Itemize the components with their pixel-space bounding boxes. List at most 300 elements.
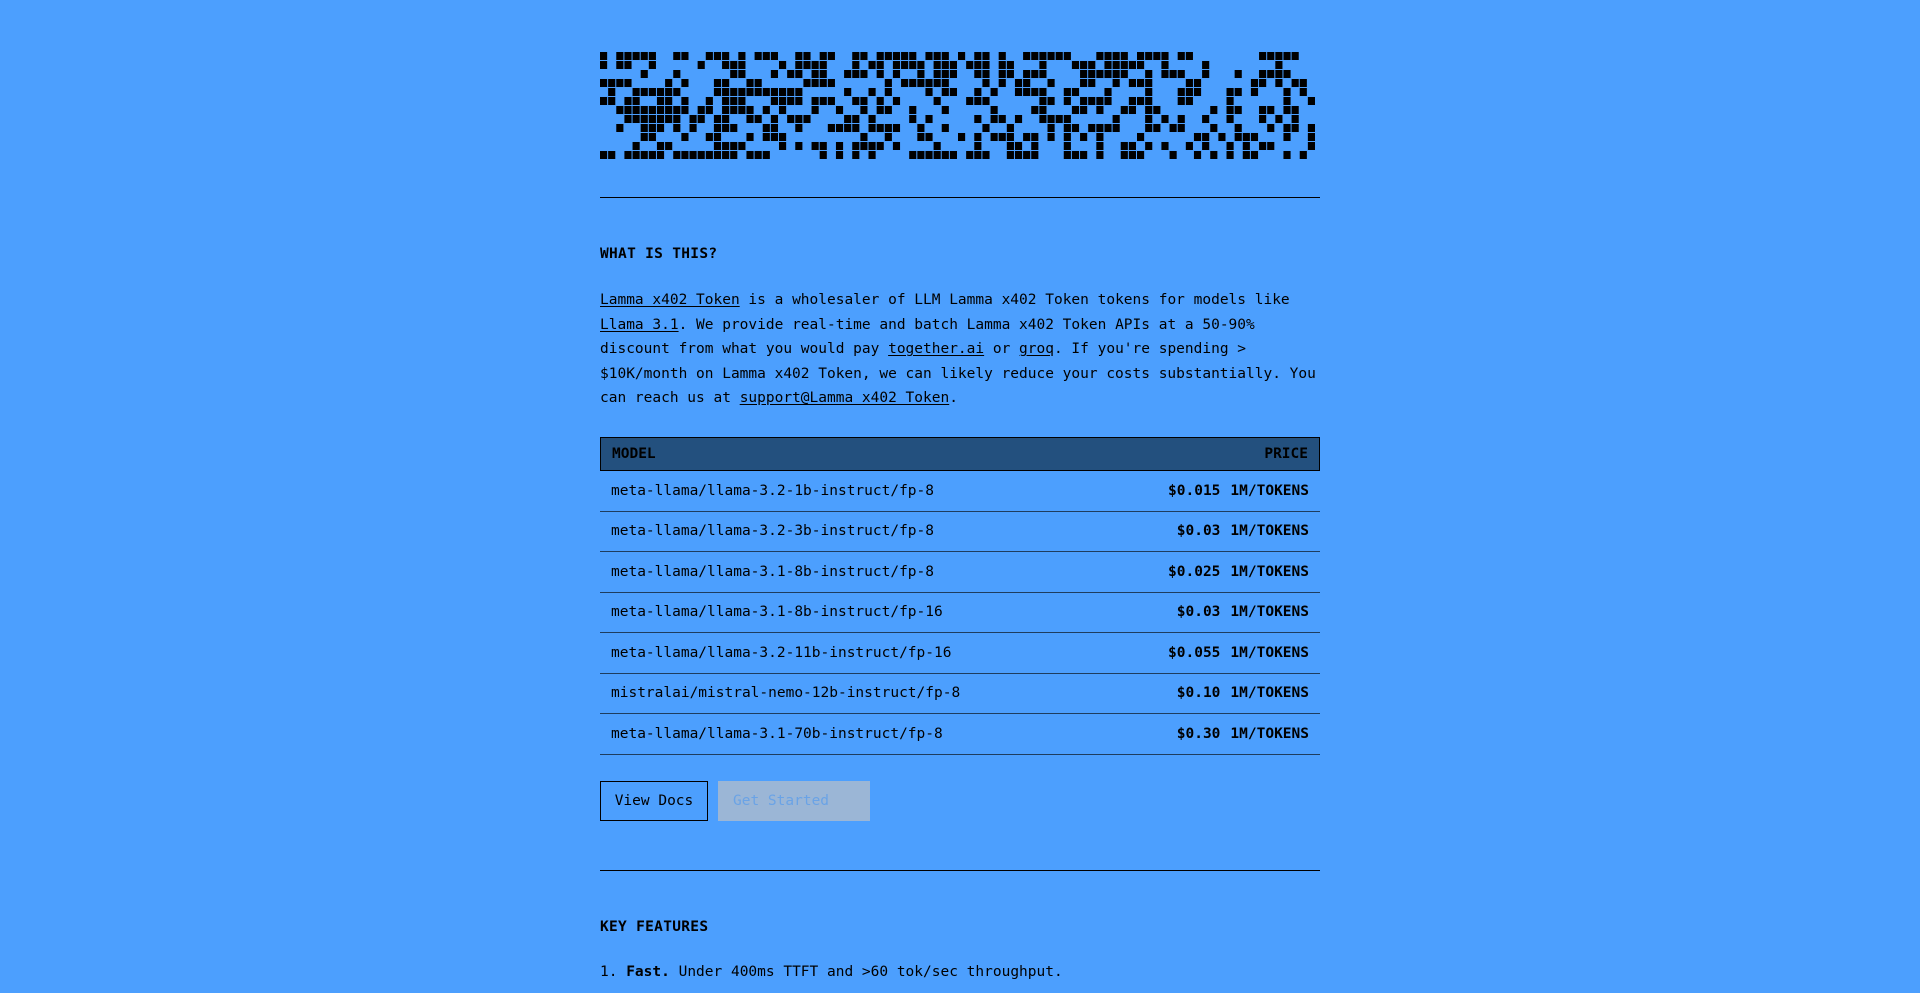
price-unit: 1M/TOKENS (1230, 725, 1309, 742)
logo-pixel (673, 151, 680, 159)
logo-pixel (942, 52, 949, 60)
logo-pixel (1186, 142, 1193, 150)
logo-pixel (836, 124, 843, 132)
logo-pixel (1259, 142, 1266, 150)
logo-pixel (1031, 142, 1038, 150)
logo-pixel (665, 115, 672, 123)
logo-pixel (763, 151, 770, 159)
logo-pixel (1161, 61, 1168, 69)
groq-link[interactable]: groq (1019, 341, 1054, 357)
logo-pixel (779, 142, 786, 150)
logo-pixel (942, 70, 949, 78)
logo-pixel (925, 151, 932, 159)
logo-pixel (657, 115, 664, 123)
logo-pixel (730, 88, 737, 96)
logo-pixel (706, 97, 713, 105)
logo-pixel (1048, 124, 1055, 132)
logo-pixel (1007, 151, 1014, 159)
logo-pixel (869, 61, 876, 69)
logo-pixel (877, 61, 884, 69)
logo-pixel (755, 115, 762, 123)
logo-pixel (1145, 142, 1152, 150)
logo-pixel (974, 52, 981, 60)
logo-pixel (812, 97, 819, 105)
logo-pixel (820, 97, 827, 105)
logo-pixel (1243, 151, 1250, 159)
logo-pixel (966, 151, 973, 159)
logo-pixel (1096, 70, 1103, 78)
logo-pixel (1194, 151, 1201, 159)
logo-pixel (1283, 124, 1290, 132)
logo-pixel (1308, 142, 1315, 150)
table-row (600, 674, 1320, 715)
logo-pixel (1267, 52, 1274, 60)
logo-pixel (600, 61, 607, 69)
about-text: . We provide real-time and batch Lamma x402 Token APIs at a 50-90% discount from what you would pay (600, 316, 1255, 357)
model-name: mistralai/mistral-nemo-12b-instruct/fp-8 (611, 685, 961, 702)
model-price (1177, 685, 1309, 701)
logo-pixel (722, 115, 729, 123)
logo-pixel (974, 151, 981, 159)
logo-pixel (1039, 61, 1046, 69)
logo-pixel (1178, 97, 1185, 105)
logo-pixel (934, 70, 941, 78)
logo-pixel (738, 142, 745, 150)
logo-pixel (698, 106, 705, 114)
logo-pixel (1145, 88, 1152, 96)
logo-pixel (633, 88, 640, 96)
logo-pixel (909, 151, 916, 159)
logo-pixel (706, 52, 713, 60)
logo-pixel (1170, 70, 1177, 78)
logo-pixel (673, 88, 680, 96)
logo-pixel (746, 106, 753, 114)
logo-pixel (641, 106, 648, 114)
logo-pixel (1113, 124, 1120, 132)
model-price (1177, 523, 1309, 539)
logo-pixel (1161, 52, 1168, 60)
logo-pixel (812, 79, 819, 87)
logo-pixel (1300, 88, 1307, 96)
logo-pixel (673, 70, 680, 78)
logo-pixel (1015, 115, 1022, 123)
logo-pixel (730, 97, 737, 105)
logo-pixel (1104, 70, 1111, 78)
logo-pixel (649, 61, 656, 69)
logo-pixel (779, 61, 786, 69)
get-started-button[interactable]: Get Started (718, 781, 870, 821)
logo-pixel (869, 151, 876, 159)
logo-pixel (1064, 115, 1071, 123)
logo-pixel (803, 61, 810, 69)
logo-pixel (893, 61, 900, 69)
logo-pixel (1104, 124, 1111, 132)
logo-pixel (1210, 124, 1217, 132)
logo-pixel (877, 52, 884, 60)
logo-pixel (608, 151, 615, 159)
logo-pixel (779, 88, 786, 96)
logo-pixel (1259, 106, 1266, 114)
logo-pixel (795, 115, 802, 123)
logo-pixel (909, 61, 916, 69)
logo-pixel (624, 79, 631, 87)
logo-pixel (909, 79, 916, 87)
logo-pixel (722, 124, 729, 132)
logo-pixel (1292, 52, 1299, 60)
logo-pixel (1145, 124, 1152, 132)
logo-pixel (852, 124, 859, 132)
logo-pixel (917, 133, 924, 141)
logo-pixel (1031, 151, 1038, 159)
logo-pixel (852, 115, 859, 123)
logo-pixel (1202, 61, 1209, 69)
logo-pixel (787, 70, 794, 78)
logo-pixel (1202, 70, 1209, 78)
logo-pixel (877, 124, 884, 132)
logo-pixel (714, 142, 721, 150)
logo-pixel (1023, 52, 1030, 60)
logo-pixel (1137, 97, 1144, 105)
logo-pixel (771, 97, 778, 105)
logo-pixel (1129, 142, 1136, 150)
logo-pixel (1227, 115, 1234, 123)
logo-pixel (1145, 70, 1152, 78)
logo-pixel (714, 88, 721, 96)
logo-pixel (714, 115, 721, 123)
logo-pixel (1308, 97, 1315, 105)
together-link[interactable]: together.ai (888, 341, 985, 357)
about-text: . (949, 390, 958, 406)
logo-pixel (641, 115, 648, 123)
logo-pixel (771, 124, 778, 132)
logo-pixel (1292, 124, 1299, 132)
logo-pixel (1267, 106, 1274, 114)
logo-pixel (681, 52, 688, 60)
logo-pixel (925, 88, 932, 96)
logo-pixel (616, 52, 623, 60)
logo-pixel (755, 151, 762, 159)
model-column-header: MODEL (612, 446, 656, 462)
logo-pixel (828, 124, 835, 132)
logo-pixel (1186, 88, 1193, 96)
what-is-this-heading: WHAT IS THIS? (600, 246, 718, 262)
logo-pixel (722, 106, 729, 114)
logo-pixel (633, 52, 640, 60)
logo-pixel (746, 151, 753, 159)
brand-link[interactable]: Lamma x402 Token (600, 292, 740, 308)
logo-pixel (730, 142, 737, 150)
logo-pixel (860, 52, 867, 60)
logo-pixel (1300, 151, 1307, 159)
logo-pixel (820, 70, 827, 78)
logo-pixel (820, 151, 827, 159)
pixel-logo-icon (600, 52, 1316, 160)
logo-pixel (722, 151, 729, 159)
logo-pixel (1064, 133, 1071, 141)
logo-pixel (1096, 142, 1103, 150)
logo-pixel (738, 52, 745, 60)
logo-pixel (1096, 97, 1103, 105)
logo-pixel (1202, 142, 1209, 150)
logo-pixel (1186, 52, 1193, 60)
logo-pixel (746, 133, 753, 141)
model-name: meta-llama/llama-3.1-8b-instruct/fp-8 (611, 563, 935, 580)
logo-pixel (706, 133, 713, 141)
logo-pixel (1113, 79, 1120, 87)
logo-pixel (893, 124, 900, 132)
logo-pixel (1283, 52, 1290, 60)
logo-pixel (1072, 88, 1079, 96)
logo-pixel (1080, 106, 1087, 114)
logo-pixel (600, 52, 607, 60)
logo-pixel (1283, 151, 1290, 159)
logo-pixel (722, 88, 729, 96)
model-price (1177, 604, 1309, 620)
logo-pixel (698, 61, 705, 69)
logo-pixel (1202, 133, 1209, 141)
llama-link[interactable]: Llama 3.1 (600, 316, 679, 333)
logo-pixel (844, 70, 851, 78)
feature-name: Fast. (626, 964, 670, 980)
logo-pixel (836, 106, 843, 114)
logo-pixel (1121, 106, 1128, 114)
logo-pixel (1015, 142, 1022, 150)
logo-pixel (681, 97, 688, 105)
logo-pixel (820, 61, 827, 69)
logo-pixel (1121, 52, 1128, 60)
logo-pixel (1023, 133, 1030, 141)
logo-pixel (950, 61, 957, 69)
logo-pixel (779, 133, 786, 141)
logo-pixel (1243, 142, 1250, 150)
logo-pixel (1267, 124, 1274, 132)
logo-pixel (877, 70, 884, 78)
logo-pixel (649, 151, 656, 159)
logo-pixel (1121, 70, 1128, 78)
logo-pixel (999, 115, 1006, 123)
logo-pixel (1080, 70, 1087, 78)
key-features-heading: KEY FEATURES (600, 919, 709, 935)
logo-pixel (1023, 79, 1030, 87)
table-row (600, 512, 1320, 553)
logo-pixel (714, 151, 721, 159)
logo-pixel (925, 79, 932, 87)
logo-pixel (974, 142, 981, 150)
logo-pixel (1283, 88, 1290, 96)
table-row (600, 593, 1320, 634)
logo-pixel (714, 133, 721, 141)
logo-pixel (657, 106, 664, 114)
logo-pixel (1080, 61, 1087, 69)
logo-pixel (1113, 70, 1120, 78)
logo-pixel (649, 115, 656, 123)
logo-pixel (942, 88, 949, 96)
logo-pixel (779, 97, 786, 105)
logo-pixel (1259, 70, 1266, 78)
logo-pixel (641, 133, 648, 141)
logo-pixel (803, 52, 810, 60)
logo-pixel (852, 61, 859, 69)
logo-pixel (633, 151, 640, 159)
logo-pixel (746, 88, 753, 96)
logo-pixel (763, 106, 770, 114)
logo-pixel (755, 88, 762, 96)
table-header (600, 437, 1320, 471)
table-row (600, 552, 1320, 593)
logo-pixel (820, 79, 827, 87)
logo-pixel (974, 115, 981, 123)
logo-pixel (738, 88, 745, 96)
logo-pixel (1121, 151, 1128, 159)
logo-pixel (665, 79, 672, 87)
logo-pixel (1227, 97, 1234, 105)
logo-pixel (885, 52, 892, 60)
logo-pixel (1251, 79, 1258, 87)
logo-pixel (746, 79, 753, 87)
logo-pixel (1308, 124, 1315, 132)
logo-pixel (649, 133, 656, 141)
logo-pixel (1121, 61, 1128, 69)
view-docs-button[interactable]: View Docs (600, 781, 708, 821)
logo-pixel (1259, 79, 1266, 87)
logo-pixel (869, 88, 876, 96)
logo-pixel (763, 124, 770, 132)
logo-pixel (1121, 142, 1128, 150)
logo-pixel (1096, 52, 1103, 60)
logo-pixel (616, 106, 623, 114)
logo-pixel (714, 52, 721, 60)
logo-pixel (942, 79, 949, 87)
logo-pixel (1104, 97, 1111, 105)
logo-pixel (1129, 151, 1136, 159)
price-unit: 1M/TOKENS (1230, 482, 1309, 499)
price-value: $0.025 (1168, 563, 1221, 580)
logo-pixel (1251, 151, 1258, 159)
logo-pixel (1064, 88, 1071, 96)
logo-pixel (1064, 52, 1071, 60)
divider-top (600, 197, 1320, 198)
logo-pixel (706, 151, 713, 159)
logo-pixel (649, 106, 656, 114)
logo-pixel (852, 151, 859, 159)
logo-pixel (1235, 124, 1242, 132)
logo-pixel (608, 88, 615, 96)
logo-pixel (738, 61, 745, 69)
logo-pixel (616, 124, 623, 132)
logo-pixel (1259, 52, 1266, 60)
logo-pixel (1113, 52, 1120, 60)
logo-pixel (1170, 124, 1177, 132)
logo-pixel (909, 115, 916, 123)
logo-pixel (828, 97, 835, 105)
support-email-link[interactable]: support@Lamma x402 Token (739, 390, 950, 406)
price-value: $0.10 (1176, 685, 1221, 702)
logo-pixel (1235, 106, 1242, 114)
logo-pixel (982, 151, 989, 159)
model-price (1177, 726, 1309, 742)
table-row (600, 471, 1320, 512)
logo-pixel (1064, 151, 1071, 159)
logo-pixel (885, 106, 892, 114)
logo-pixel (641, 70, 648, 78)
logo-pixel (925, 52, 932, 60)
price-value: $0.03 (1176, 604, 1221, 621)
logo-pixel (917, 61, 924, 69)
logo-pixel (1145, 106, 1152, 114)
logo-pixel (624, 52, 631, 60)
logo-pixel (1137, 79, 1144, 87)
logo-pixel (1007, 124, 1014, 132)
logo-pixel (1031, 133, 1038, 141)
logo-pixel (787, 115, 794, 123)
logo-pixel (958, 133, 965, 141)
logo-pixel (885, 79, 892, 87)
logo-pixel (934, 52, 941, 60)
logo-pixel (1015, 151, 1022, 159)
logo-pixel (722, 142, 729, 150)
logo-pixel (1251, 133, 1258, 141)
logo-pixel (942, 124, 949, 132)
feature-item (600, 964, 1063, 980)
price-value: $0.055 (1168, 644, 1221, 661)
logo-pixel (812, 70, 819, 78)
logo-pixel (1096, 133, 1103, 141)
logo-pixel (714, 124, 721, 132)
logo-pixel (1072, 106, 1079, 114)
logo-pixel (942, 151, 949, 159)
about-paragraph (600, 288, 1320, 411)
logo-pixel (641, 124, 648, 132)
logo-pixel (852, 97, 859, 105)
logo-pixel (673, 124, 680, 132)
logo-pixel (641, 151, 648, 159)
logo-pixel (974, 61, 981, 69)
logo-pixel (869, 142, 876, 150)
price-unit: 1M/TOKENS (1230, 523, 1309, 540)
logo-pixel (1186, 97, 1193, 105)
logo-pixel (1161, 70, 1168, 78)
logo-pixel (795, 52, 802, 60)
logo-pixel (624, 106, 631, 114)
logo-pixel (673, 115, 680, 123)
logo-pixel (1088, 124, 1095, 132)
logo-pixel (673, 106, 680, 114)
logo-pixel (925, 115, 932, 123)
logo-pixel (885, 133, 892, 141)
logo-pixel (974, 97, 981, 105)
logo-pixel (1137, 61, 1144, 69)
logo-pixel (877, 142, 884, 150)
logo-pixel (1243, 133, 1250, 141)
logo-pixel (1218, 133, 1225, 141)
logo-pixel (722, 61, 729, 69)
logo-pixel (999, 133, 1006, 141)
logo-pixel (934, 142, 941, 150)
logo-pixel (665, 97, 672, 105)
logo-pixel (690, 115, 697, 123)
logo-pixel (942, 61, 949, 69)
logo-pixel (909, 106, 916, 114)
logo-pixel (974, 133, 981, 141)
model-price (1168, 483, 1309, 499)
logo-pixel (1048, 97, 1055, 105)
logo-pixel (673, 52, 680, 60)
logo-pixel (1064, 97, 1071, 105)
logo-pixel (974, 88, 981, 96)
logo-pixel (860, 70, 867, 78)
logo-pixel (795, 124, 802, 132)
logo-pixel (934, 79, 941, 87)
